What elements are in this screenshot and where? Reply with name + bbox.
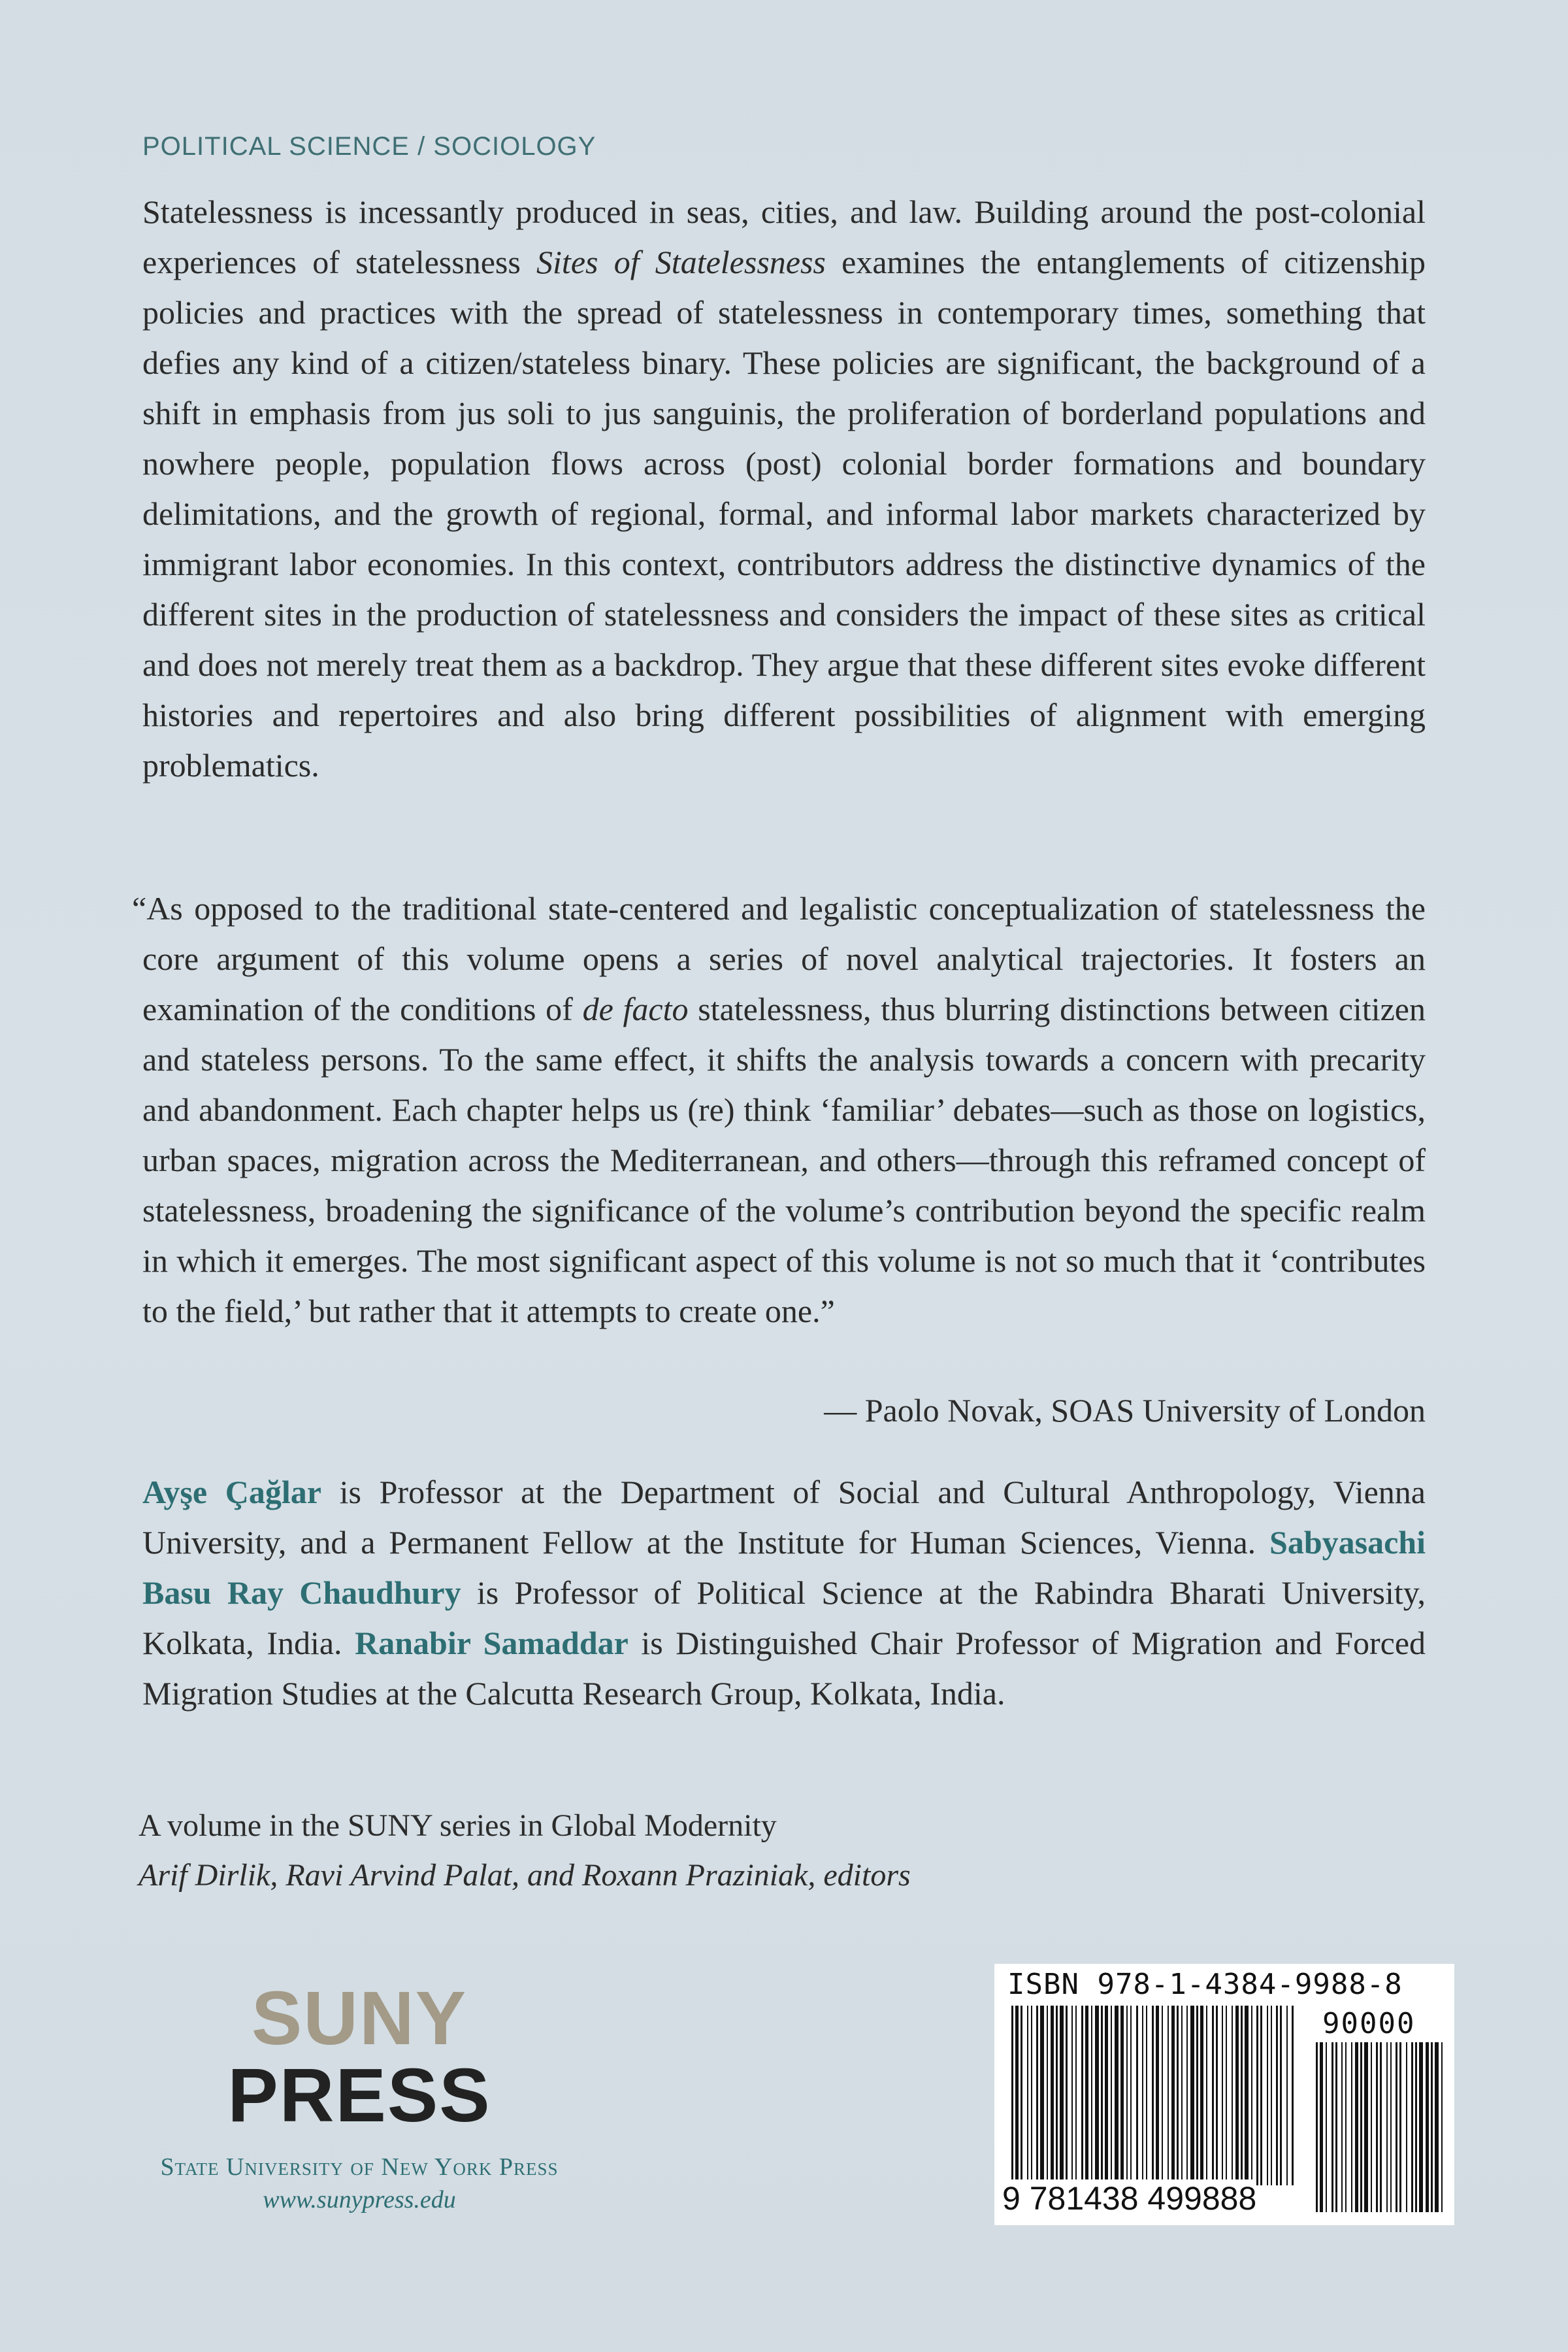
barcode-bar bbox=[1047, 2006, 1048, 2185]
addon-bar bbox=[1441, 2042, 1443, 2212]
barcode-bar bbox=[1152, 2006, 1154, 2185]
endorsement-quote bbox=[132, 884, 1426, 1336]
isbn-barcode bbox=[994, 1964, 1454, 2225]
barcode-bar bbox=[1142, 2006, 1143, 2185]
barcode-bar bbox=[1245, 2006, 1249, 2185]
book-title-italic: Sites of Statelessness bbox=[536, 244, 826, 280]
barcode-bar bbox=[1091, 2006, 1092, 2185]
barcode-bar bbox=[1021, 2006, 1022, 2185]
addon-bar bbox=[1376, 2042, 1378, 2212]
addon-bar bbox=[1364, 2042, 1368, 2212]
barcode-bar bbox=[1216, 2006, 1218, 2185]
barcode-bar bbox=[1171, 2006, 1175, 2185]
barcode-bar bbox=[1101, 2006, 1103, 2185]
barcode-bar bbox=[1200, 2006, 1203, 2185]
barcode-bar bbox=[1130, 2006, 1132, 2185]
addon-bar bbox=[1390, 2042, 1392, 2212]
barcode-bar bbox=[1136, 2006, 1138, 2185]
quote-attribution: — Paolo Novak, SOAS University of London bbox=[824, 1392, 1426, 1429]
category-label: POLITICAL SCIENCE / SOCIOLOGY bbox=[142, 132, 596, 161]
addon-bar bbox=[1435, 2042, 1439, 2212]
series-line: A volume in the SUNY series in Global Modernity bbox=[139, 1808, 777, 1843]
barcode-bar bbox=[1115, 2006, 1119, 2185]
addon-bar bbox=[1345, 2042, 1347, 2212]
barcode-bar bbox=[1056, 2006, 1058, 2185]
editor-name-2: Sabyasachi Basu Ray Chaudhury bbox=[142, 1524, 1426, 1611]
barcode-bar bbox=[1181, 2006, 1183, 2185]
barcode-bar bbox=[1066, 2006, 1068, 2185]
barcode-bar bbox=[1071, 2006, 1073, 2185]
addon-bar bbox=[1396, 2042, 1397, 2212]
barcode-bar bbox=[1292, 2006, 1294, 2185]
barcode-bar bbox=[1241, 2006, 1243, 2185]
barcode-bar bbox=[1126, 2006, 1128, 2185]
editor-name-3: Ranabir Samaddar bbox=[355, 1625, 629, 1661]
description-text-end: examines the entanglements of citizenship policies and practices with the spread of statelessness in contemporary times, something that defies any kind of a citizen/stateless binary. These policies are significant, the background of a shift in emphasis from jus soli to jus sanguinis, the proliferation of borderland populations and nowhere people, population flows across (post) colonial border formations and boundary delimitations, and the growth of regional, formal, and informal labor markets characterized by immigrant labor economies. In this context, contributors address the distinctive dynamics of the different sites in the production of statelessness and considers the impact of these sites as critical and does not merely treat them as a backdrop. They argue that these different sites evoke different histories and repertoires and also bring different possibilities of alignment with emerging problematics. bbox=[142, 244, 1426, 784]
book-description bbox=[142, 187, 1426, 791]
publisher-url: www.sunypress.edu bbox=[263, 2186, 456, 2213]
addon-bar bbox=[1415, 2042, 1417, 2212]
editor-bio-2: is Professor of Political Science at the Rabindra Bharati University, Kolkata, India. bbox=[142, 1574, 1426, 1661]
addon-bar bbox=[1426, 2042, 1429, 2212]
editor-bio-3: is Distinguished Chair Professor of Migration and Forced Migration Studies at the Calcutta Research Group, Kolkata, India. bbox=[142, 1625, 1426, 1712]
barcode-bar bbox=[1120, 2006, 1124, 2185]
addon-bar bbox=[1399, 2042, 1401, 2212]
barcode-bar bbox=[1105, 2006, 1108, 2185]
barcode-bar bbox=[1146, 2006, 1147, 2185]
addon-bar bbox=[1371, 2042, 1372, 2212]
barcode-bar bbox=[1060, 2006, 1064, 2185]
ean-digits: 9 781438 499888 bbox=[1002, 2180, 1257, 2217]
price-addon-digits: 90000 bbox=[1322, 2007, 1416, 2040]
barcode-bar bbox=[1206, 2006, 1207, 2185]
series-editors: Arif Dirlik, Ravi Arvind Palat, and Roxann Praziniak, editors bbox=[139, 1858, 911, 1893]
addon-bar bbox=[1360, 2042, 1362, 2212]
barcode-bar bbox=[1156, 2006, 1159, 2185]
barcode-bar bbox=[1177, 2006, 1179, 2185]
addon-bar bbox=[1431, 2042, 1433, 2212]
addon-bar bbox=[1341, 2042, 1343, 2212]
quote-italic: de facto bbox=[582, 991, 689, 1027]
logo-suny-text: SUNY bbox=[251, 1976, 468, 2061]
barcode-bar bbox=[1232, 2006, 1233, 2185]
barcode-bar bbox=[1015, 2006, 1019, 2185]
barcode-bar bbox=[1226, 2006, 1227, 2185]
addon-bar bbox=[1320, 2042, 1323, 2212]
barcode-bar bbox=[1251, 2006, 1252, 2185]
description-text-start: Statelessness is incessantly produced in seas, cities, and law. Building around the post-colonial experiences of statelessness bbox=[142, 193, 1426, 280]
addon-bar bbox=[1351, 2042, 1352, 2212]
barcode-bar bbox=[1168, 2006, 1169, 2185]
barcode-bar bbox=[1031, 2006, 1032, 2185]
addon-bar bbox=[1380, 2042, 1382, 2212]
barcode-bar bbox=[1040, 2006, 1044, 2185]
addon-bar bbox=[1331, 2042, 1333, 2212]
logo-press-text: PRESS bbox=[227, 2053, 491, 2138]
barcode-bar bbox=[1196, 2006, 1198, 2185]
barcode-bar bbox=[1267, 2006, 1268, 2185]
addon-bar bbox=[1386, 2042, 1388, 2212]
barcode-bar bbox=[1280, 2006, 1282, 2185]
barcode-bar bbox=[1186, 2006, 1188, 2185]
barcode-bar bbox=[1271, 2006, 1272, 2185]
editors-bio bbox=[142, 1467, 1426, 1719]
addon-bar bbox=[1411, 2042, 1413, 2212]
quote-text-end: statelessness, thus blurring distinctions between citizen and stateless persons. To the same effect, it shifts the analysis towards a concern with precarity and abandonment. Each chapter helps us (re) think ‘familiar’ debates—such as those on logistics, urban spaces, migration across the Mediterranean, and others—through this reframed concept of statelessness, broadening the significance of the volume’s contribution beyond the specific realm in which it emerges. The most significant aspect of this volume is not so much that it ‘contributes to the field,’ but rather that it attempts to create one.” bbox=[142, 991, 1426, 1329]
barcode-bar bbox=[1162, 2006, 1163, 2185]
barcode-bar bbox=[1085, 2006, 1088, 2185]
barcode-bar bbox=[1286, 2006, 1288, 2185]
editor-bio-1: is Professor at the Department of Social and Cultural Anthropology, Vienna University, and a Permanent Fellow at the Institute for Human Sciences, Vienna. bbox=[142, 1474, 1426, 1561]
publisher-logo bbox=[118, 1976, 601, 2214]
series-info bbox=[139, 1801, 911, 1900]
barcode-bar bbox=[1276, 2006, 1278, 2185]
barcode-bar bbox=[1095, 2006, 1099, 2185]
barcode-bar bbox=[1051, 2006, 1054, 2185]
addon-bar bbox=[1355, 2042, 1358, 2212]
barcode-bar bbox=[1111, 2006, 1112, 2185]
barcode-bar bbox=[1222, 2006, 1223, 2185]
barcode-bar bbox=[1256, 2006, 1258, 2185]
barcode-bar bbox=[1075, 2006, 1077, 2185]
barcode-bar bbox=[1081, 2006, 1083, 2185]
addon-bar bbox=[1316, 2042, 1318, 2212]
isbn-number: ISBN 978-1-4384-9988-8 bbox=[1007, 1968, 1403, 2001]
barcode-bar bbox=[1190, 2006, 1194, 2185]
barcode-bar bbox=[1212, 2006, 1214, 2185]
barcode-bar bbox=[1260, 2006, 1262, 2185]
barcode-bar bbox=[1235, 2006, 1239, 2185]
quote-text-start: “As opposed to the traditional state-centered and legalistic conceptualization of statelessness the core argument of this volume opens a series of novel analytical trajectories. It fosters an examination of the conditions of bbox=[132, 890, 1426, 1027]
addon-bar bbox=[1406, 2042, 1407, 2212]
barcode-bar bbox=[1027, 2006, 1028, 2185]
addon-bar bbox=[1326, 2042, 1327, 2212]
addon-bar bbox=[1335, 2042, 1337, 2212]
publisher-full-name: State University of New York Press bbox=[160, 2153, 559, 2181]
editor-name-1: Ayşe Çağlar bbox=[142, 1474, 321, 1510]
addon-bar bbox=[1419, 2042, 1423, 2212]
barcode-bar bbox=[1011, 2006, 1013, 2185]
barcode-bar bbox=[1036, 2006, 1038, 2185]
